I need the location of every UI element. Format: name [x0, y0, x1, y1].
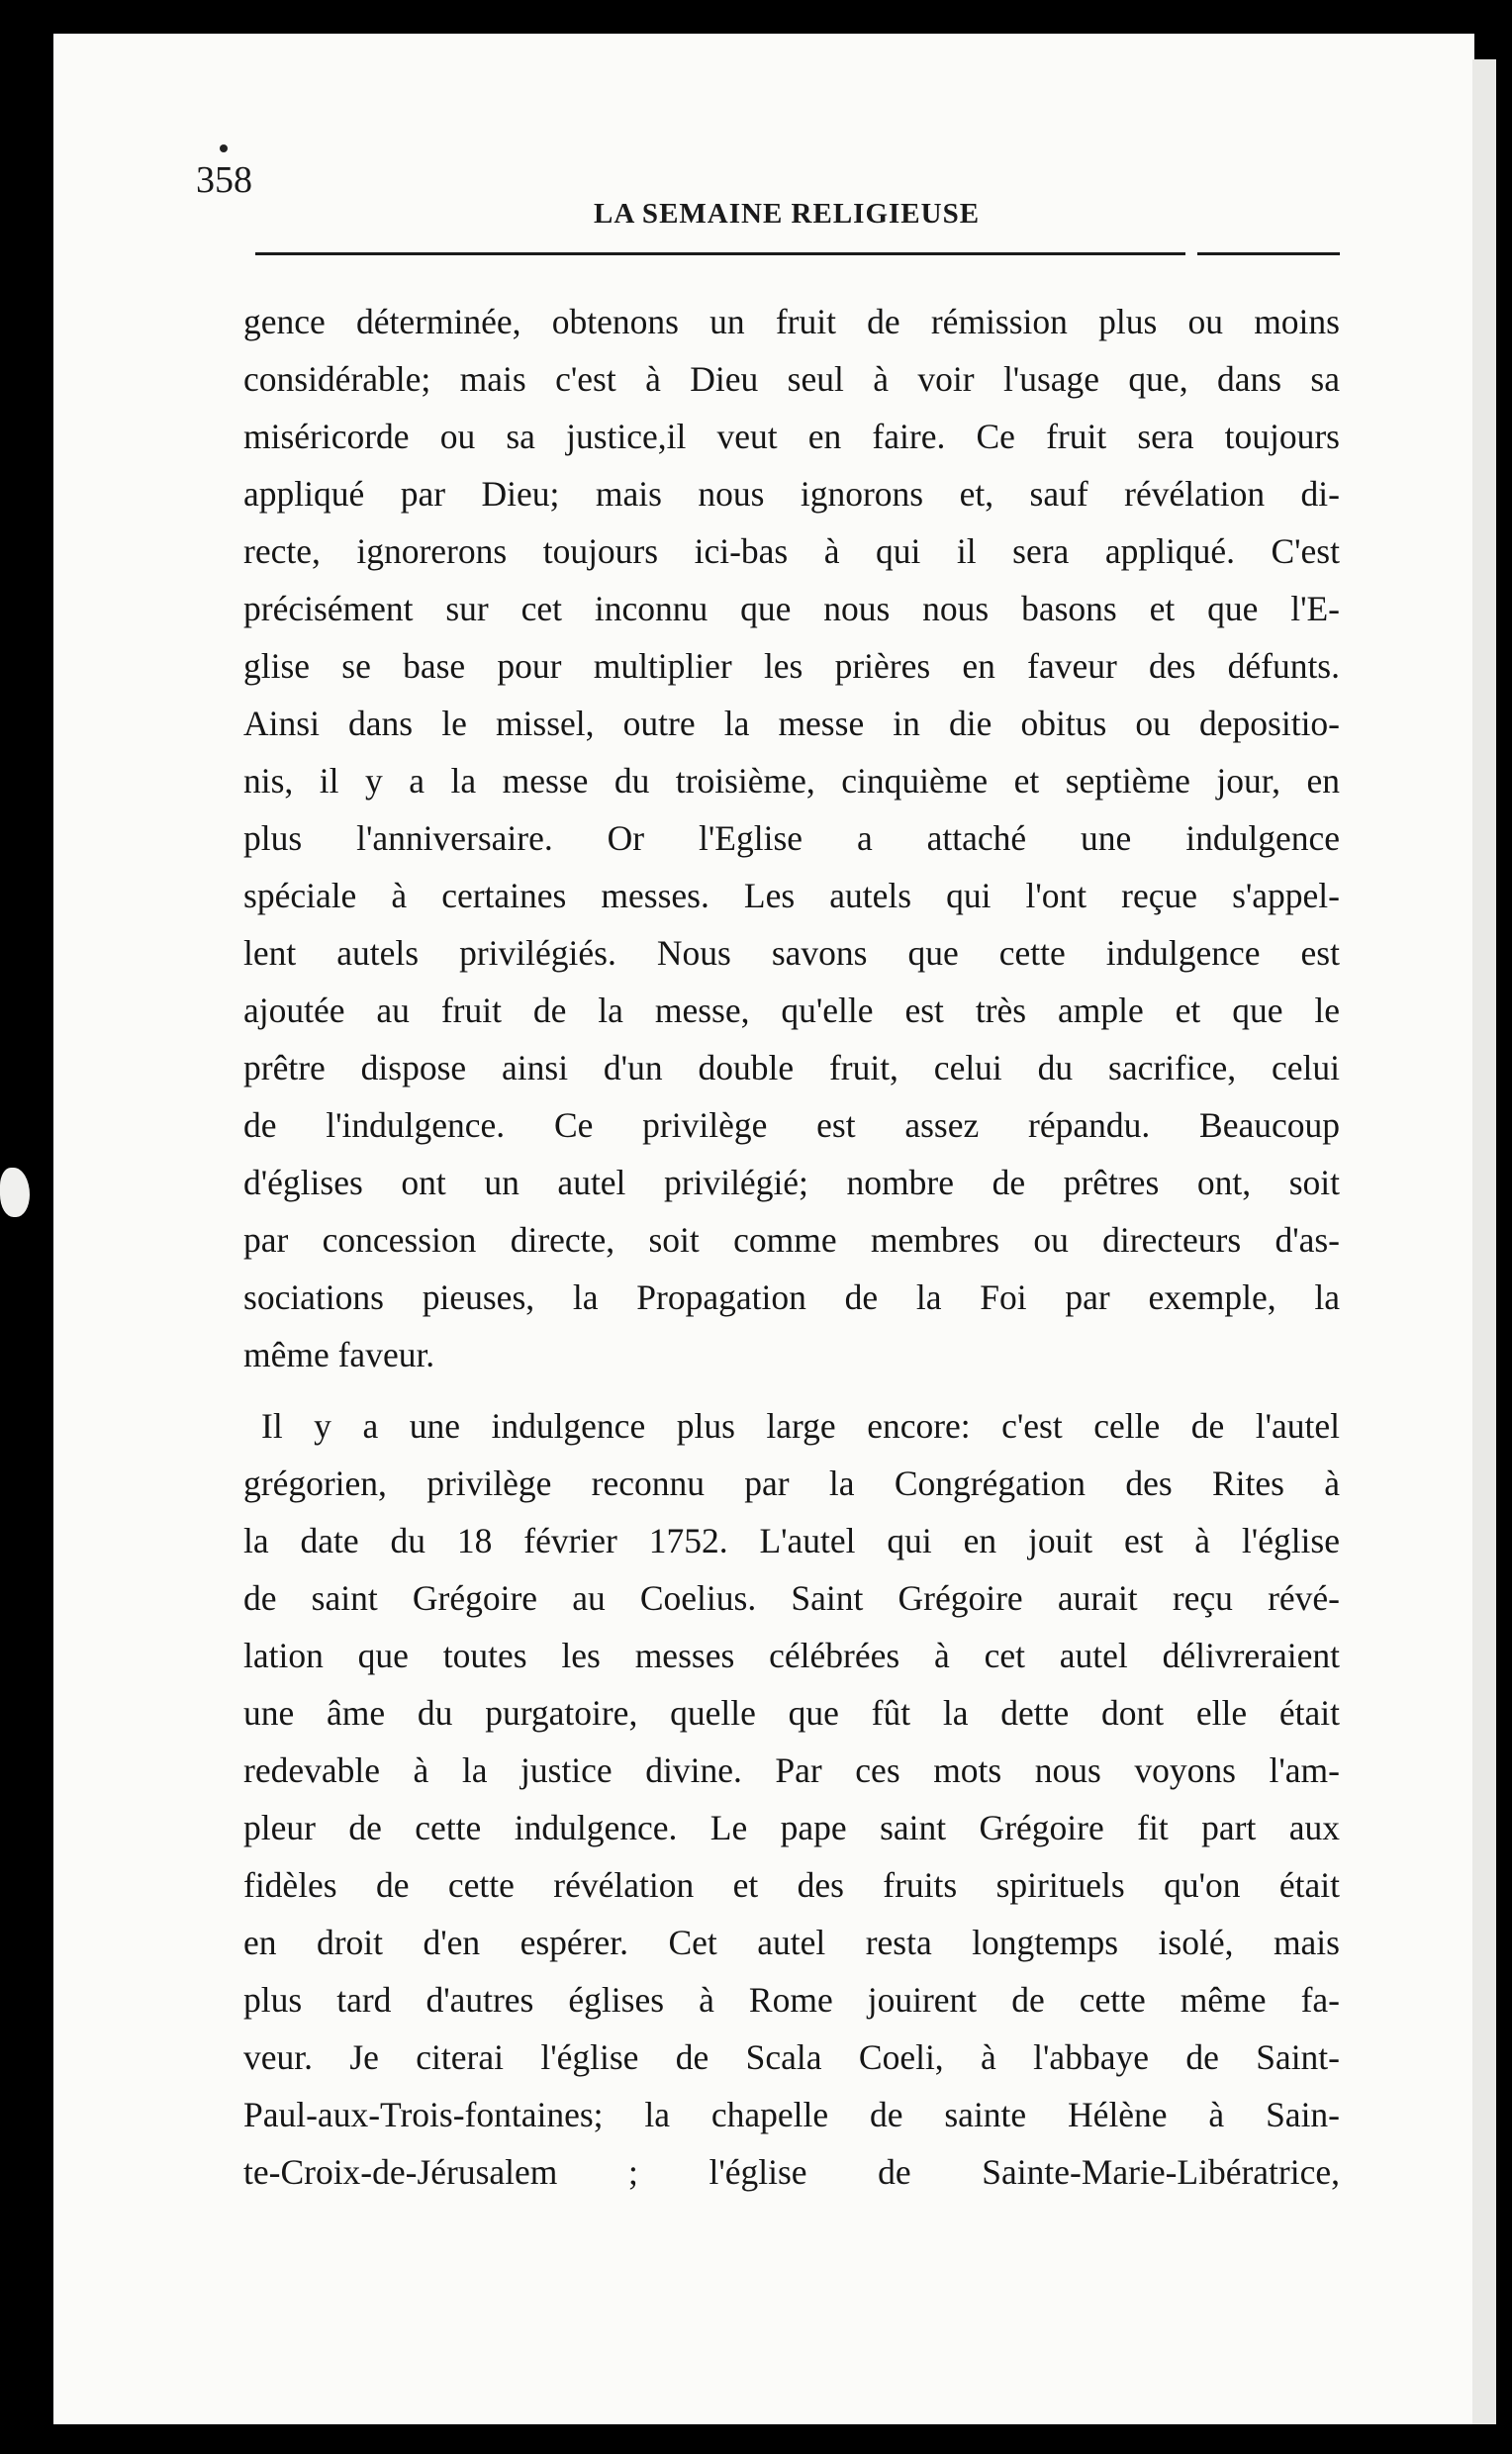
- body-text: [243, 293, 1340, 2201]
- text-line: pleur de cette indulgence. Le pape saint Grégoire fit part aux: [243, 1808, 1340, 1847]
- text-line: redevable à la justice divine. Par ces mots nous voyons l'am-: [243, 1750, 1340, 1790]
- text-line: ajoutée au fruit de la messe, qu'elle est très ample et que le: [243, 991, 1340, 1030]
- text-line: plus l'anniversaire. Or l'Eglise a attaché une indulgence: [243, 818, 1340, 858]
- text-line: gence déterminée, obtenons un fruit de rémission plus ou moins: [243, 302, 1340, 341]
- paragraph-1: [243, 293, 1340, 1383]
- paragraph-gap: [243, 1383, 1340, 1397]
- scan-artifact-left: [0, 1168, 30, 1217]
- text-line: spéciale à certaines messes. Les autels qui l'ont reçue s'appel-: [243, 876, 1340, 915]
- paragraph-2: [243, 1397, 1340, 2201]
- page-edge-strip: [1472, 59, 1496, 2424]
- text-line: précisément sur cet inconnu que nous nous basons et que l'E-: [243, 589, 1340, 628]
- text-line: considérable; mais c'est à Dieu seul à voir l'usage que, dans sa: [243, 359, 1340, 399]
- scan-speck: [220, 144, 228, 152]
- text-line: miséricorde ou sa justice,il veut en faire. Ce fruit sera toujours: [243, 417, 1340, 456]
- text-line: recte, ignorerons toujours ici-bas à qui il sera appliqué. C'est: [243, 531, 1340, 571]
- text-line: te-Croix-de-Jérusalem ; l'église de Sainte-Marie-Libératrice,: [243, 2152, 1340, 2192]
- text-line: Ainsi dans le missel, outre la messe in die obitus ou depositio-: [243, 704, 1340, 743]
- text-line: de saint Grégoire au Coelius. Saint Grégoire aurait reçu révé-: [243, 1578, 1340, 1618]
- text-line: nis, il y a la messe du troisième, cinquième et septième jour, en: [243, 761, 1340, 801]
- text-line: une âme du purgatoire, quelle que fût la dette dont elle était: [243, 1693, 1340, 1733]
- text-line: fidèles de cette révélation et des fruits spirituels qu'on était: [243, 1865, 1340, 1905]
- text-line: Paul-aux-Trois-fontaines; la chapelle de sainte Hélène à Sain-: [243, 2095, 1340, 2134]
- text-line: sociations pieuses, la Propagation de la Foi par exemple, la: [243, 1277, 1340, 1317]
- text-line: appliqué par Dieu; mais nous ignorons et, sauf révélation di-: [243, 474, 1340, 514]
- header-rule-short: [1197, 252, 1340, 255]
- text-line: Il y a une indulgence plus large encore: c'est celle de l'autel: [261, 1406, 1340, 1446]
- text-line: lent autels privilégiés. Nous savons que cette indulgence est: [243, 933, 1340, 973]
- text-line: en droit d'en espérer. Cet autel resta longtemps isolé, mais: [243, 1923, 1340, 1962]
- text-line: lation que toutes les messes célébrées à cet autel délivreraient: [243, 1636, 1340, 1675]
- page-number: 358: [196, 159, 252, 201]
- text-line: veur. Je citerai l'église de Scala Coeli, à l'abbaye de Saint-: [243, 2037, 1340, 2077]
- running-head: LA SEMAINE RELIGIEUSE: [594, 198, 981, 230]
- text-line: la date du 18 février 1752. L'autel qui en jouit est à l'église: [243, 1521, 1340, 1560]
- text-line: d'églises ont un autel privilégié; nombre de prêtres ont, soit: [243, 1163, 1340, 1202]
- text-line: grégorien, privilège reconnu par la Congrégation des Rites à: [243, 1463, 1340, 1503]
- text-line: glise se base pour multiplier les prières en faveur des défunts.: [243, 646, 1340, 686]
- text-line: plus tard d'autres églises à Rome jouirent de cette même fa-: [243, 1980, 1340, 2020]
- text-line: prêtre dispose ainsi d'un double fruit, celui du sacrifice, celui: [243, 1048, 1340, 1087]
- text-line: par concession directe, soit comme membres ou directeurs d'as-: [243, 1220, 1340, 1260]
- header-rule: [255, 252, 1185, 255]
- text-line: de l'indulgence. Ce privilège est assez répandu. Beaucoup: [243, 1105, 1340, 1145]
- text-line: même faveur.: [243, 1335, 435, 1374]
